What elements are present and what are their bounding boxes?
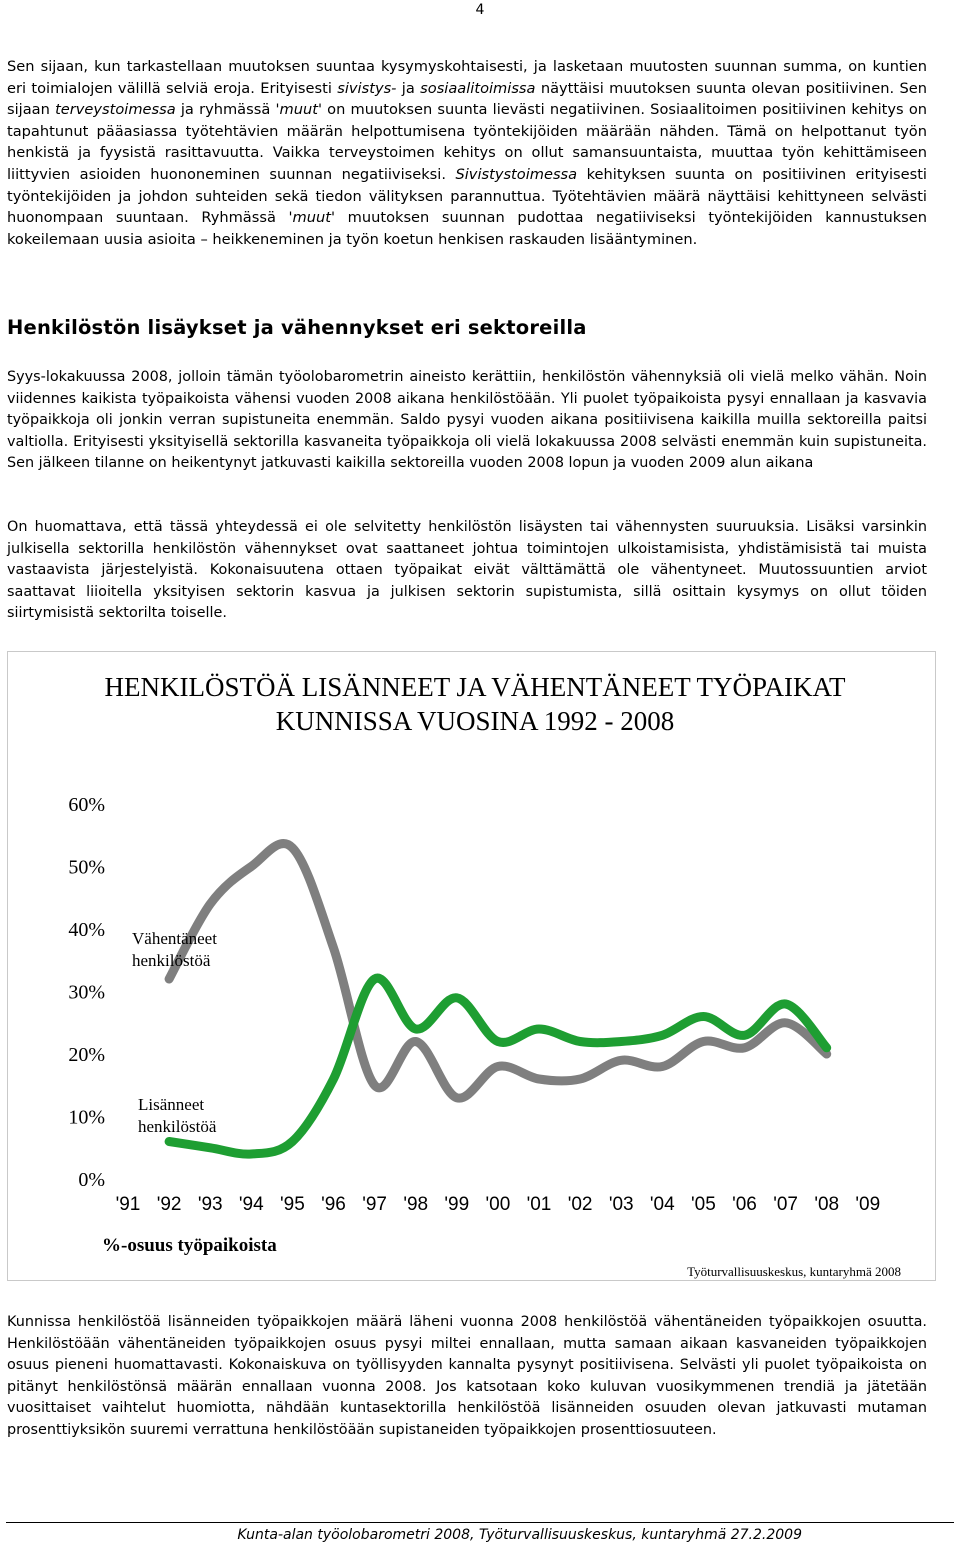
page-footer: Kunta-alan työolobarometri 2008, Työturvallisuuskeskus, kuntaryhmä 27.2.2009 [237,1527,802,1543]
x-tick-label: '93 [197,1194,223,1215]
x-tick-label: '97 [362,1194,387,1215]
chart-frame [7,651,936,1281]
x-tick-label: '09 [855,1194,881,1215]
paragraph-note: On huomattava, että tässä yhteydessä ei ole selvitetty henkilöstön lisäysten tai vähennysten suuruuksia. Lisäksi varsinkin julkisella sektorilla henkilöstön vähennykset ovat saattaneet johtua toimintojen ulkoistamisista, yhdistämisistä tai muista vastaavista järjestelyistä. Kokonaisuutena ottaen työpaikat eivät välttämättä ole vähentyneet. Muutossuuntien arviot saattavat liioitella yksityisen sektorin kasvua ja julkisen sektorin supistumista, sillä osittain kysymys on ollut töiden siirtymisistä sektorilta toiselle. [7,519,927,622]
y-tick-label: 50% [68,856,105,879]
y-tick-label: 0% [78,1169,105,1191]
x-tick-label: '06 [732,1194,757,1215]
x-tick-label: '00 [485,1194,511,1215]
x-tick-label: '96 [321,1194,346,1215]
annotation-added-line1: Lisänneet [138,1095,205,1114]
section-heading: Henkilöstön lisäykset ja vähennykset eri sektoreilla [7,316,587,339]
x-tick-label: '04 [649,1194,675,1215]
paragraph-municipal-summary: Kunnissa henkilöstöä lisänneiden työpaikkojen määrä läheni vuonna 2008 henkilöstöä vähentäneiden työpaikkojen osuutta. Henkilöstöään vähentäneiden työpaikkojen osuus pysyi miltei ennallaan, mutta samaan aikaan kasvaneiden työpaikkojen osuus pieneni huomattavasti. Kokonaiskuva on työllisyyden kannalta pysynyt positiivisena. Selvästi yli puolet työpaikoista on pitänyt henkilöstönsä määrän ennallaan vuonna 2008. Jos katsotaan koko kuluvan vuosikymmenen trendiä ja jätetään vuosittaiset vaihtelut huomiotta, nähdään kuntasektorilla henkilöstöä lisänneiden osuuden olevan jatkuvasti mutaman prosenttiyksikön suuremi verrattuna henkilöstöään supistaneiden työpaikkojen prosenttiosuuteen. [7,1314,927,1438]
annotation-added-line2: henkilöstöä [138,1117,217,1136]
x-tick-label: '94 [238,1194,264,1215]
x-tick-label: '01 [526,1194,552,1215]
footer-divider [6,1522,954,1523]
x-tick-label: '95 [280,1194,305,1215]
paragraph-staff-reductions: Syys-lokakuussa 2008, jolloin tämän työolobarometrin aineisto kerättiin, henkilöstön vähennyksiä oli vielä melko vähän. Noin viidennes kaikista työpaikoista vähensi vuoden 2008 aikana henkilöstöään. Yli puolet työpaikoista pysyi ennallaan ja kasvavia työpaikkoja oli jonkin verran supistuneita enemmän. Saldo pysyi vuoden aikana positiivisena kaikilla muilla sektoreilla paitsi valtiolla. Erityisesti yksityisellä sektorilla kasvaneita työpaikkoja oli vielä lokakuussa 2008 selvästi enemmän kuin supistuneita. Sen jälkeen tilanne on heikentynyt jatkuvasti kaikilla sektoreilla vuoden 2008 lopun ja vuoden 2009 alun aikana [7,369,927,472]
x-tick-label: '91 [115,1194,141,1215]
y-tick-label: 60% [68,794,105,816]
annotation-reduced-line1: Vähentäneet [132,929,217,948]
annotation-reduced-line2: henkilöstöä [132,951,211,970]
y-tick-label: 40% [68,919,105,941]
x-tick-label: '05 [691,1194,716,1215]
chart-subtitle: KUNNISSA VUOSINA 1992 - 2008 [275,706,675,736]
x-tick-label: '92 [156,1194,182,1215]
paragraph-sector-trends: Sen sijaan, kun tarkastellaan muutoksen suuntaa kysymyskohtaisesti, ja lasketaan muutosten suunnan summa, on kuntien eri toimialojen välillä selviä eroja. Erityisesti sivistys- ja sosiaalitoimissa näyttäisi muutoksen suunta olevan positiivinen. Sen sijaan terveystoimessa ja ryhmässä 'muut' on muutoksen suunta lievästi negatiivinen. Sosiaalitoimen positiivinen kehitys on tapahtunut pääasiassa työtehtävien määrän helpottumisena työntekijöiden määrään nähden. Tämä on helpottanut työn henkistä ja fyysistä rasittavuutta. Vaikka terveystoimen kehitys on ollut samansuuntaista, muuttaa työn kehittämiseen liittyvien asioiden huononeminen suunnan negatiiviseksi. Sivistystoimessa kehityksen suunta on positiivinen erityisesti työntekijöiden ja johdon suhteiden sekä tiedon välityksen parannuttua. Työtehtävien määrä näyttäisi kehittyneen selvästi huonompaan suuntaan. Ryhmässä 'muut' muutoksen suunnan pudottaa negatiiviseksi työntekijöiden kannustuksen kokeilemaan uusia asioita – heikkeneminen ja työn koetun henkisen raskauden lisääntyminen. [7,58,928,248]
y-tick-label: 10% [68,1106,105,1129]
y-tick-label: 20% [68,1044,105,1066]
staff-change-line-chart [8,652,935,1280]
x-tick-label: '08 [814,1194,840,1215]
x-tick-label: '98 [403,1194,429,1215]
page-number: 4 [475,2,485,18]
y-axis-label: %-osuus työpaikoista [102,1235,277,1256]
chart-source: Työturvallisuuskeskus, kuntaryhmä 2008 [687,1264,901,1279]
x-tick-label: '07 [773,1194,798,1215]
y-tick-label: 30% [68,981,105,1004]
series-line-reduced [169,844,827,1099]
x-tick-label: '02 [567,1194,593,1215]
x-tick-label: '99 [444,1194,470,1215]
x-tick-label: '03 [608,1194,634,1215]
chart-title: HENKILÖSTÖÄ LISÄNNEET JA VÄHENTÄNEET TYÖPAIKAT [104,672,846,702]
